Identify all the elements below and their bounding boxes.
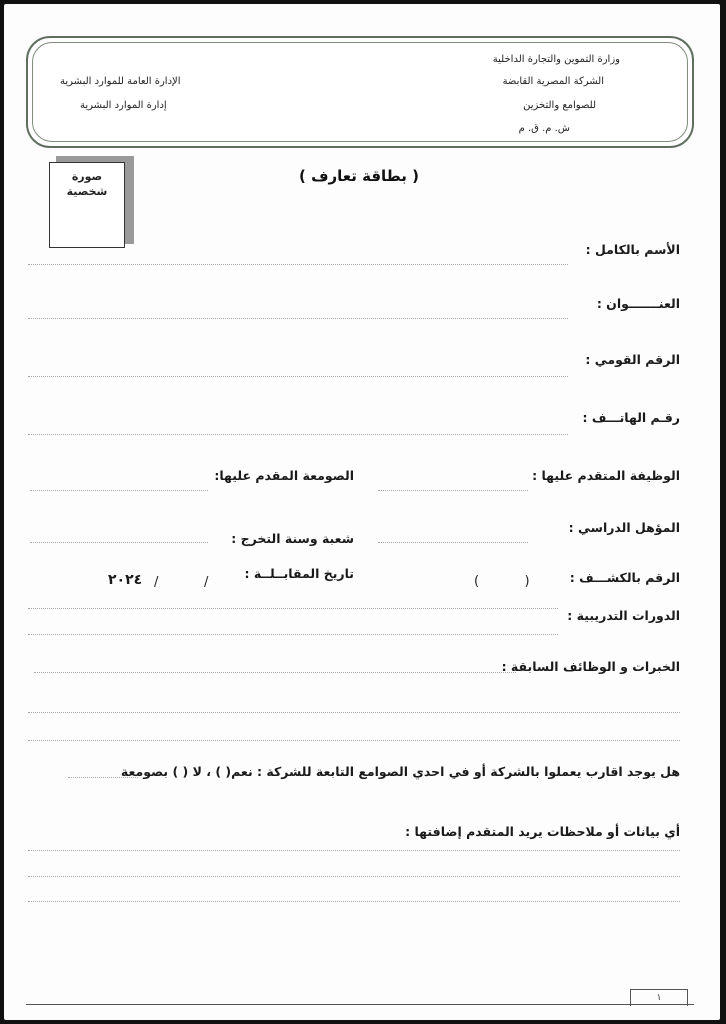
qualification-label: المؤهل الدراسي : [568,520,680,535]
national-id-field[interactable] [28,376,568,377]
silo-applied-field[interactable] [30,490,208,491]
job-applied-label: الوظيفة المتقدم عليها : [532,468,680,483]
personal-photo-box[interactable] [49,162,125,248]
phone-label: رقـم الهاتـــف : [582,410,680,425]
company-type: ش. م. ق. م [518,123,570,134]
form-page [4,4,720,1020]
major-year-field[interactable] [30,542,208,543]
silo-applied-label: الصومعة المقدم عليها: [214,468,354,483]
major-year-label: شعبة وسنة التخرج : [231,531,354,546]
relatives-silo-field[interactable] [68,777,138,778]
experience-label: الخبرات و الوظائف السابقة : [501,659,680,674]
notes-field-2[interactable] [28,876,680,877]
full-name-field[interactable] [28,264,568,265]
notes-label: أي بيانات أو ملاحظات يريد المتقدم إضافتها : [405,824,680,839]
ministry-name: وزارة التموين والتجارة الداخلية [492,54,620,65]
hr-department: إدارة الموارد البشرية [80,100,167,111]
relatives-question: هل يوجد اقارب يعملوا بالشركة أو في احدي الصوامع التابعة للشركة : نعم( ) ، لا ( ) بصومعة [120,764,680,779]
page-number: ١ [630,989,688,1006]
interview-year: ٢٠٢٤ [108,572,143,588]
full-name-label: الأسم بالكامل : [585,242,680,257]
list-number-label: الرقم بالكشـــف : [569,570,680,585]
photo-label-line1: صورة [71,170,103,183]
job-applied-field[interactable] [378,490,528,491]
address-field[interactable] [28,318,568,319]
notes-field-3[interactable] [28,901,680,902]
footer-line [26,1004,694,1005]
experience-field-1[interactable] [34,672,516,673]
photo-label-line2: شخصية [66,185,108,198]
interview-date-month-separator: / [154,575,159,590]
holding-company-name: الشركة المصرية القابضة [502,76,604,87]
phone-field[interactable] [28,434,568,435]
experience-field-2[interactable] [28,712,680,713]
form-title: ( بطاقة تعارف ) [299,167,419,185]
hr-general-directorate: الإدارة العامة للموارد البشرية [60,76,181,87]
qualification-field[interactable] [378,542,528,543]
letterhead-frame [26,36,694,148]
list-number-field[interactable]: ( ) [474,574,530,589]
national-id-label: الرقم القومي : [585,352,680,367]
company-division: للصوامع والتخزين [523,100,596,111]
training-field[interactable] [28,634,558,635]
interview-date-day-separator: / [204,575,209,590]
notes-field-1[interactable] [28,850,680,851]
interview-date-label: تاريخ المقابــلــة : [244,566,354,581]
training-label: الدورات التدريبية : [567,608,680,623]
address-label: العنـــــــوان : [596,296,680,311]
experience-field-3[interactable] [28,740,680,741]
training-line-above [28,608,558,609]
